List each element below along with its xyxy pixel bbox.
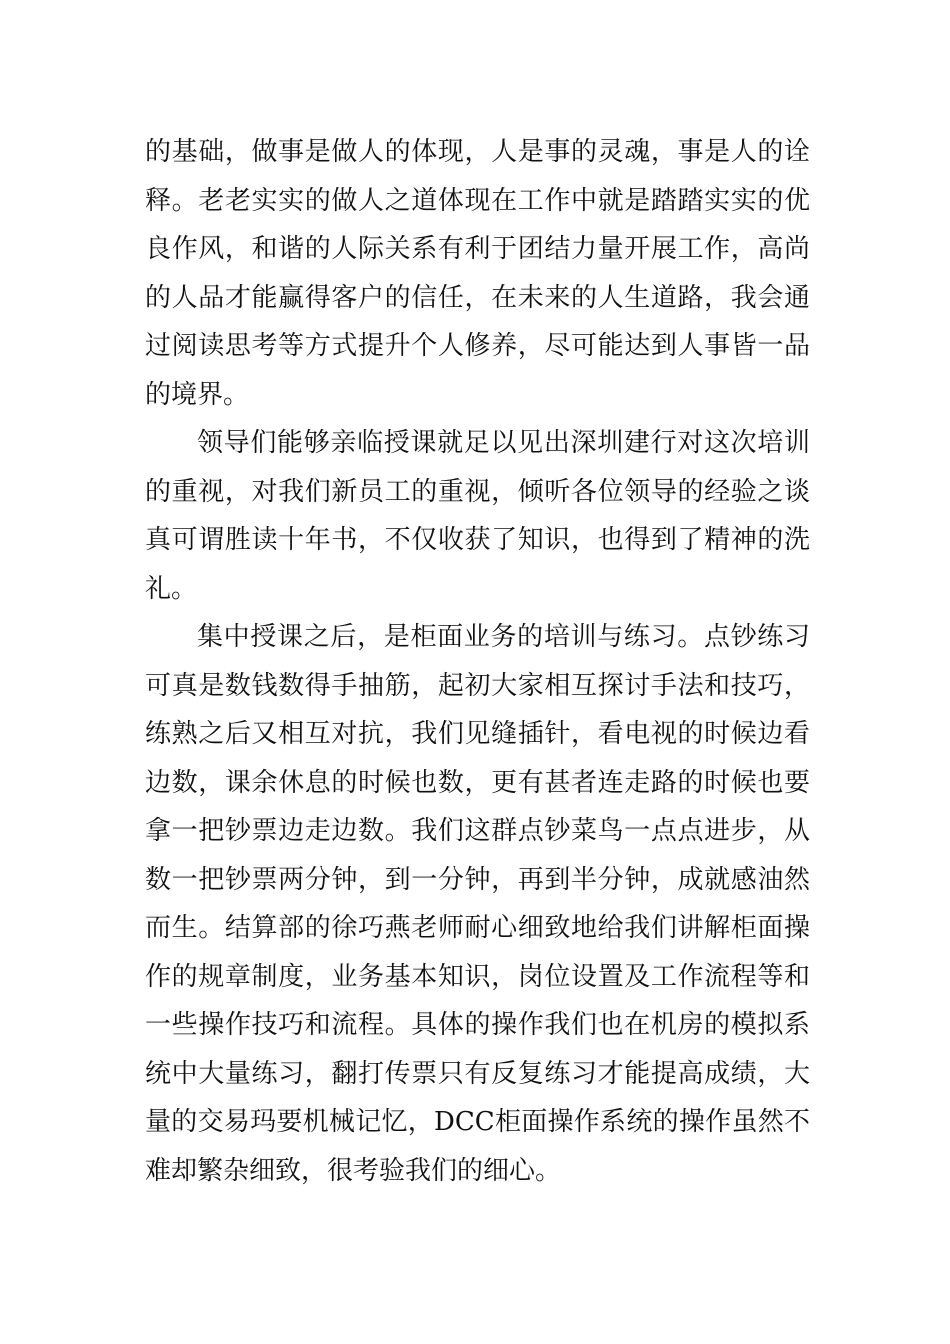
paragraph-leaders-lecture: 领导们能够亲临授课就足以见出深圳建行对这次培训的重视，对我们新员工的重视，倾听各位领导的经验之谈真可谓胜读十年书，不仅收获了知识，也得到了精神的洗礼。 [145, 428, 810, 604]
paragraph-counter-training: 集中授课之后，是柜面业务的培训与练习。点钞练习可真是数钱数得手抽筋，起初大家相互探讨手法和技巧，练熟之后又相互对抗，我们见缝插针，看电视的时候边看边数，课余休息的时候也数，更有甚者连走路的时候也要拿一把钞票边走边数。我们这群点钞菜鸟一点点进步，从数一把钞票两分钟，到一分钟，再到半分钟，成就感油然而生。结算部的徐巧燕老师耐心细致地给我们讲解柜面操作的规章制度，业务基本知识，岗位设置及工作流程等和一些操作技巧和流程。具体的操作我们也在机房的模拟系统中大量练习，翻打传票只有反复练习才能提高成绩，大量的交易玛要机械记忆，DCC柜面操作系统的操作虽然不难却繁杂细致，很考验我们的细心。 [145, 622, 810, 1186]
document-page [145, 128, 810, 1195]
paragraph-continuation: 的基础，做事是做人的体现，人是事的灵魂，事是人的诠释。老老实实的做人之道体现在工作中就是踏踏实实的优良作风，和谐的人际关系有利于团结力量开展工作，高尚的人品才能赢得客户的信任，在未来的人生道路，我会通过阅读思考等方式提升个人修养，尽可能达到人事皆一品的境界。 [145, 137, 810, 410]
